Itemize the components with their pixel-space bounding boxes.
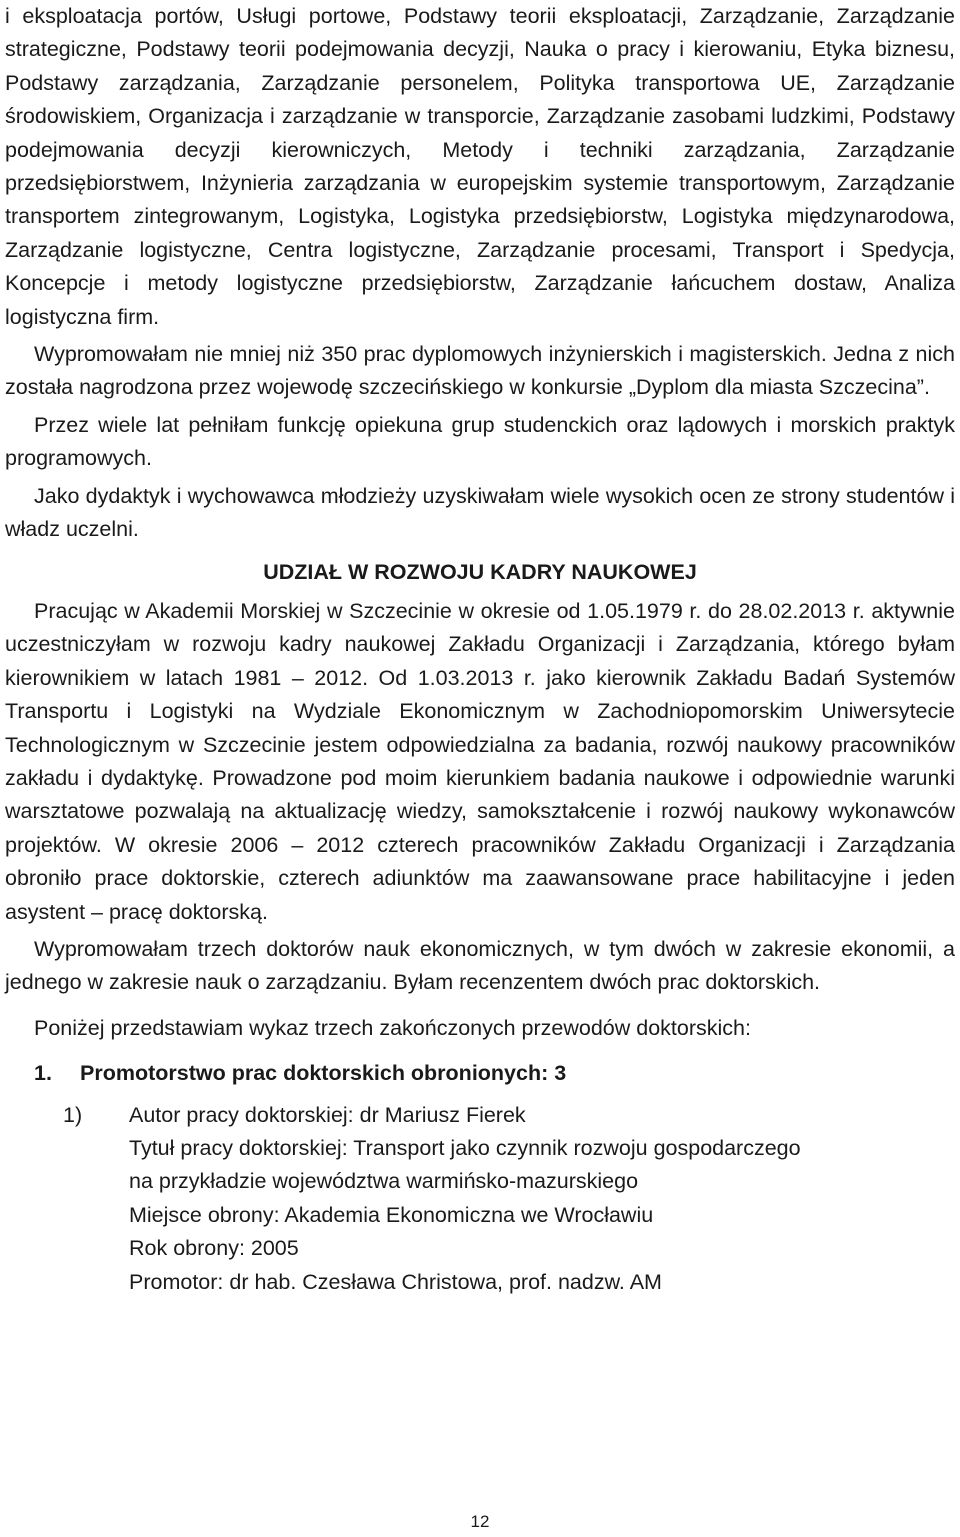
section-heading: UDZIAŁ W ROZWOJU KADRY NAUKOWEJ — [263, 559, 697, 584]
thesis-title-continued: na przykładzie województwa warmińsko-mazurskiego — [129, 1169, 639, 1194]
thesis-details — [129, 1099, 955, 1299]
promotorship-number: 1. — [34, 1061, 52, 1086]
thesis-entry — [63, 1099, 955, 1299]
staff-development-paragraph: Pracując w Akademii Morskiej w Szczecinie w okresie od 1.05.1979 r. do 28.02.2013 r. aktywnie uczestniczyłam w rozwoju kadry naukowej Zakładu Organizacji i Zarządzania, którego byłam kierownikiem w latach 1981 – 2012. Od 1.03.2013 r. jako kierownik Zakładu Badań Systemów Transportu i Logistyki na Wydziale Ekonomicznym w Zachodniopomorskim Uniwersytecie Technologicznym w Szczecinie jestem odpowiedzialna za badania, rozwój naukowy pracowników zakładu i dydaktykę. Prowadzone pod moim kierunkiem badania naukowe i odpowiednie warunki warsztatowe pozwalają na aktualizację wiedzy, samokształcenie i rozwój naukowy wykonawców projektów. W okresie 2006 – 2012 czterech pracowników Zakładu Organizacji i Zarządzania obroniło prace doktorskie, czterech adiunktów ma zaawansowane prace habilitacyjne i jeden asystent – pracę doktorską. — [5, 598, 955, 924]
thesis-number: 1) — [63, 1102, 83, 1127]
student-groups-paragraph: Przez wiele lat pełniłam funkcję opiekuna grup studenckich oraz lądowych i morskich praktyk programowych. — [5, 412, 955, 471]
page-number: 12 — [470, 1512, 490, 1531]
document-page — [5, 0, 955, 1299]
teaching-evaluation-paragraph: Jako dydaktyk i wychowawca młodzieży uzyskiwałam wiele wysokich ocen ze strony studentów i władz uczelni. — [5, 483, 955, 542]
thesis-title: Tytuł pracy doktorskiej: Transport jako czynnik rozwoju gospodarczego — [129, 1136, 801, 1160]
promotorship-title: Promotorstwo prac doktorskich obronionych: 3 — [80, 1061, 567, 1086]
thesis-promotor: Promotor: dr hab. Czesława Christowa, prof. nadzw. AM — [129, 1269, 662, 1294]
promotorship-heading — [34, 1057, 955, 1090]
doctoral-list-intro: Poniżej przedstawiam wykaz trzech zakończonych przewodów doktorskich: — [34, 1015, 751, 1040]
thesis-defense-year: Rok obrony: 2005 — [129, 1236, 299, 1261]
diploma-theses-paragraph: Wypromowałam nie mniej niż 350 prac dyplomowych inżynierskich i magisterskich. Jedna z nich została nagrodzona przez wojewodę szczecińskiego w konkursie „Dyplom dla miasta Szczecina”. — [5, 342, 955, 400]
thesis-defense-place: Miejsce obrony: Akademia Ekonomiczna we Wrocławiu — [129, 1202, 654, 1227]
doctoral-promotion-paragraph: Wypromowałam trzech doktorów nauk ekonomicznych, w tym dwóch w zakresie ekonomii, a jednego w zakresie nauk o zarządzaniu. Byłam recenzentem dwóch prac doktorskich. — [5, 936, 955, 995]
course-list-paragraph: i eksploatacja portów, Usługi portowe, Podstawy teorii eksploatacji, Zarządzanie, Zarządzanie strategiczne, Podstawy teorii podejmowania decyzji, Nauka o pracy i kierowaniu, Etyka biznesu, Podstawy zarządzania, Zarządzanie personelem, Polityka transportowa UE, Zarządzanie środowiskiem, Organizacja i zarządzanie w transporcie, Zarządzanie zasobami ludzkimi, Podstawy podejmowania decyzji kierowniczych, Metody i techniki zarządzania, Zarządzanie przedsiębiorstwem, Inżynieria zarządzania w europejskim systemie transportowym, Zarządzanie transportem zintegrowanym, Logistyka, Logistyka przedsiębiorstw, Logistyka międzynarodowa, Zarządzanie logistyczne, Centra logistyczne, Zarządzanie procesami, Transport i Spedycja, Koncepcje i metody logistyczne przedsiębiorstw, Zarządzanie łańcuchem dostaw, Analiza logistyczna firm. — [5, 4, 955, 329]
thesis-author: Autor pracy doktorskiej: dr Mariusz Fierek — [129, 1102, 526, 1127]
